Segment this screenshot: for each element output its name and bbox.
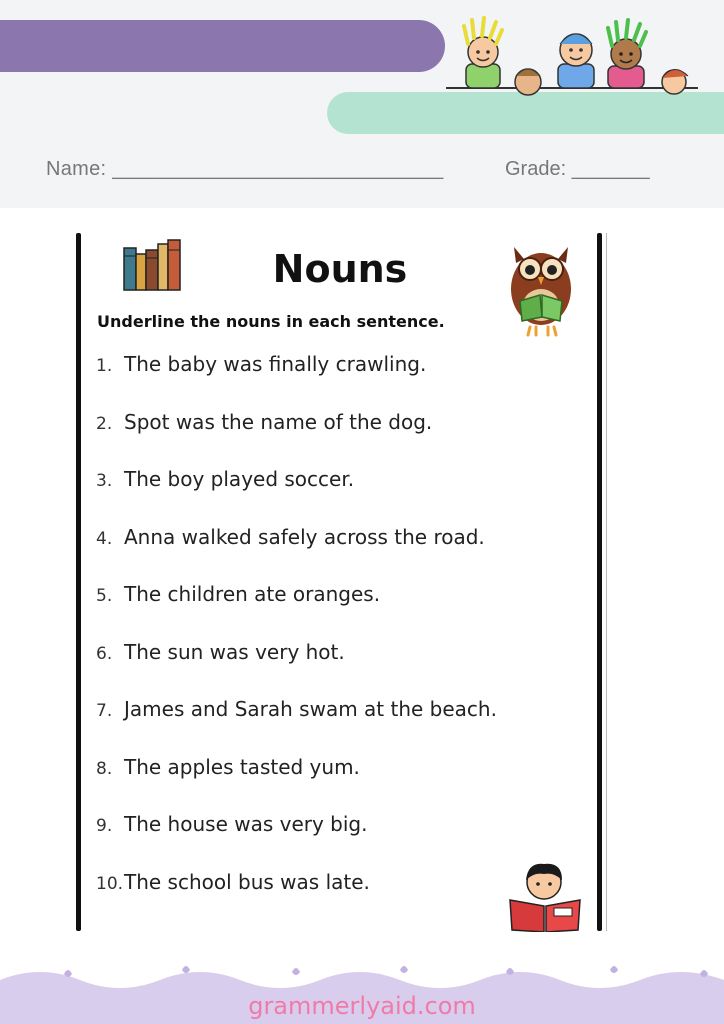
list-item (96, 525, 497, 583)
item-sentence: The sun was very hot. (124, 639, 345, 664)
item-sentence: James and Sarah swam at the beach. (124, 697, 497, 721)
item-number: 2. (96, 413, 113, 434)
footer-site-link[interactable]: grammerlyaid.com (248, 992, 476, 1020)
name-field-line (46, 158, 444, 181)
list-item (96, 697, 497, 755)
child-reading-book-icon (508, 860, 582, 932)
worksheet-right-shadow (606, 233, 607, 931)
item-sentence: Anna walked safely across the road. (124, 524, 485, 549)
item-number: 10. (96, 873, 124, 894)
item-sentence: The school bus was late. (124, 869, 370, 894)
name-blank: _____________________________ (112, 158, 444, 180)
item-sentence: The apples tasted yum. (124, 754, 360, 779)
books-icon (122, 236, 182, 294)
list-item (96, 410, 497, 468)
item-sentence: The house was very big. (124, 812, 368, 836)
worksheet-instruction: Underline the nouns in each sentence. (97, 312, 445, 331)
item-number: 8. (96, 758, 113, 779)
list-item (96, 582, 497, 640)
item-number: 7. (96, 701, 113, 721)
grade-field-line (505, 158, 650, 181)
sentence-list (96, 352, 497, 927)
item-sentence: The children ate oranges. (124, 582, 381, 606)
mint-banner (327, 92, 724, 134)
purple-banner (0, 20, 445, 72)
worksheet-left-border (76, 233, 81, 931)
list-item (96, 870, 497, 928)
list-item (96, 467, 497, 525)
item-number: 9. (96, 816, 113, 836)
list-item (96, 755, 497, 813)
item-number: 6. (96, 643, 113, 664)
item-number: 4. (96, 528, 113, 549)
item-sentence: Spot was the name of the dog. (124, 409, 433, 434)
list-item (96, 812, 497, 870)
list-item (96, 352, 497, 410)
list-item (96, 640, 497, 698)
name-label: Name: (46, 158, 107, 180)
cartoon-kids-icon (442, 16, 702, 96)
item-number: 1. (96, 356, 113, 376)
grade-label: Grade: (505, 158, 567, 180)
item-number: 5. (96, 586, 113, 606)
worksheet-right-border (597, 233, 602, 931)
owl-reading-icon (506, 233, 576, 337)
item-sentence: The boy played soccer. (124, 467, 355, 491)
grade-blank: _______ (571, 158, 650, 180)
item-number: 3. (96, 471, 113, 491)
worksheet-title: Nouns (272, 247, 408, 291)
item-sentence: The baby was finally crawling. (124, 352, 427, 376)
